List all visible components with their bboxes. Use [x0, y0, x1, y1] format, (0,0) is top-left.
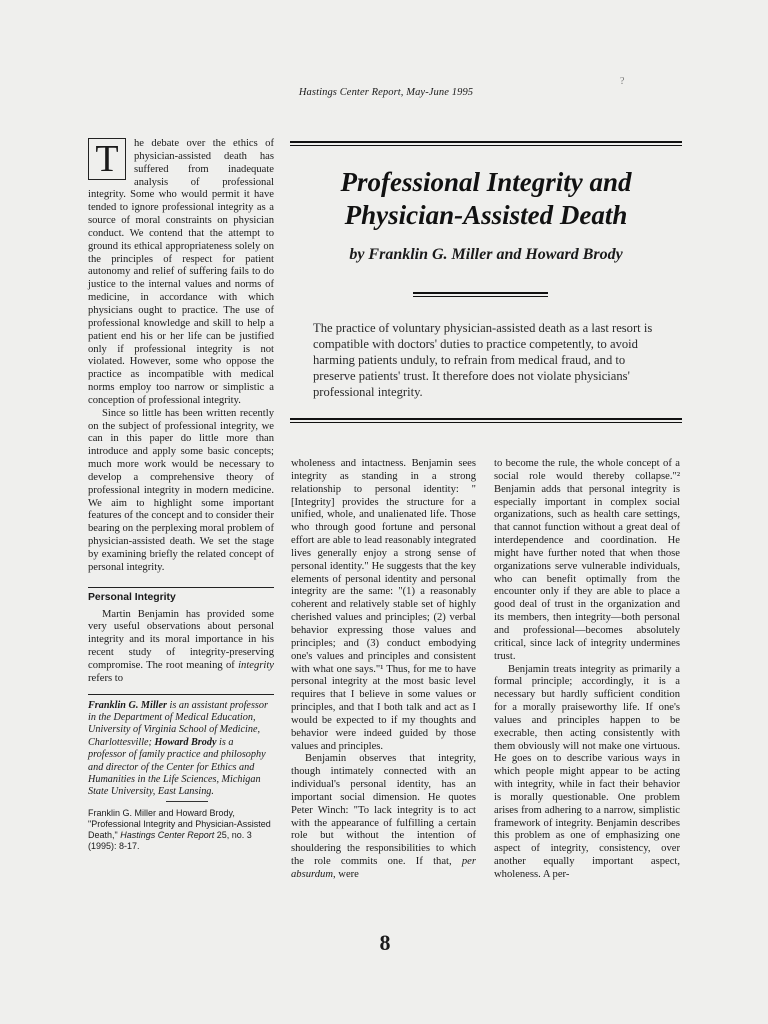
- title-line-2: Physician-Assisted Death: [344, 200, 628, 230]
- drop-cap: T: [88, 138, 126, 180]
- byline-divider: [413, 292, 548, 297]
- citation-suffix: 25, no. 3 (1995): 8-17.: [88, 829, 252, 851]
- title-line-1: Professional Integrity and: [340, 167, 632, 197]
- abstract-bottom-rule: [290, 418, 682, 423]
- bio-name-1: Franklin G. Miller: [88, 699, 167, 711]
- right-paragraph-1: to become the rule, the whole concept of a social role would thereby collapse."² Benjamin adds that personal integrity is especially important in complex social organizations, such as health care settings, that cannot function without a great deal of interdependence and coordination. He might have further noted that when those organizations serve vulnerable individuals, who can benefit optimally from the encounter only if they are able to place a good deal of trust in the organization and its members, then integrity—both personal and professional—becomes absolutely critical, since lack of integrity undermines trust.: [494, 458, 680, 662]
- intro-paragraph: [88, 138, 274, 408]
- citation-journal: Hastings Center Report: [120, 829, 215, 840]
- para3-italic: integrity: [238, 659, 274, 671]
- running-head: Hastings Center Report, May-June 1995: [298, 87, 474, 98]
- intro-text: he debate over the ethics of physician-assisted death has suffered from inadequate analysis of professional integrity. Some who would permit it have tended to ignore professional integrity as a source of moral constraints on physician conduct. We contend that the attempt to ground its ethical appropriateness solely on the principles of respect for patient autonomy and relief of suffering fails to do justice to the internal values and norms of medicine, in accordance with which physicians ought to practice. The use of professional knowledge and skill to help a patient end his or her life can be justified only if professional integrity is not violated. However, some who oppose the practice as incompatible with medical norms employ too narrow or simplistic a conception of professional integrity.: [88, 138, 274, 406]
- abstract: The practice of voluntary physician-assisted death as a last resort is compatible with doctors' duties to practice competently, to avoid harming patients unduly, to refrain from medical fraud, and to preserve patients' trust. It therefore does not violate physicians' professional integrity.: [313, 321, 653, 399]
- author-bio: [88, 694, 274, 799]
- bio-text-1: is an assistant professor in the Department of Medical Education, University of Virginia School of Medicine, Charlottesville;: [88, 699, 268, 748]
- bio-name-2: Howard Brody: [154, 736, 217, 748]
- citation-prefix: Franklin G. Miller and Howard Brody, "Professional Integrity and Physician-Assisted Death,": [88, 807, 271, 840]
- mid-para2-italic: per absurdum: [291, 856, 476, 880]
- mid-paragraph-1: wholeness and intactness. Benjamin sees integrity as standing in a strong relationship to personal identity: "[Integrity] provides the structure for a unified, whole, and unalienated life. Those who through good fortune and personal effort are able to lead reasonably integrated lives generally enjoy a strong sense of personal identity." He suggests that the key elements of personal identity and personal integrity are the same: "(1) a reasonably coherent and relatively stable set of highly cherished values and principles; (2) verbal behavior expressing those values and principles; and (3) conduct embodying one's values and principles and consistent with what one says."¹ Thus, for me to have personal integrity at the most basic level requires that I believe in some values or principles, and that I both talk and act as I would be expected to if my thoughts and behavior were indeed guided by those values and principles.: [291, 458, 476, 752]
- page-number: 8: [379, 930, 391, 955]
- mid-para2-text: Benjamin observes that integrity, though intimately connected with an individual's personal identity, has an important social dimension. He quotes Peter Winch: "To lack integrity is to act with the appearance of fulfilling a certain role but without the intention of shouldering the responsibilities to which the role commits one. If that,: [291, 753, 476, 868]
- middle-column: [291, 458, 476, 882]
- byline: by Franklin G. Miller and Howard Brody: [349, 246, 623, 263]
- paragraph-2: Since so little has been written recently on the subject of professional integrity, we can in this paper do little more than introduce and apply some basic concepts; much more work would be necessary to develop a comprehensive theory of professional integrity in modern medicine. We aim to highlight some important features of the concept and to consider their bearing on the perplexing moral problem of physician-assisted death. We set the stage by examining briefly the related concept of personal integrity.: [88, 407, 274, 573]
- mid-paragraph-2: [291, 753, 476, 881]
- citation: [88, 808, 274, 852]
- mid-para2-end: , were: [333, 869, 359, 880]
- right-column: [494, 458, 680, 882]
- bio-text-2: is a professor of family practice and philosophy and director of the Center for Ethics and Humanities in the Life Sciences, Michigan State University, East Lansing.: [88, 736, 266, 798]
- para3-end: refers to: [88, 672, 123, 684]
- paragraph-3: [88, 609, 274, 686]
- bio-divider: [166, 801, 208, 802]
- article-title: [290, 166, 682, 232]
- left-column: [88, 138, 274, 852]
- right-paragraph-2: Benjamin treats integrity as primarily a formal principle; accordingly, it is a necessary but hardly sufficient condition for a morally praiseworthy life. If one's values and principles happen to be execrable, then acting consistently with them obviously will not make one virtuous. He goes on to describe various ways in which people might appear to be acting with integrity, while in fact their behavior is morally questionable. One problem arises from adhering to a narrow, simplistic framework of integrity. Benjamin describes this problem as one of emphasizing one aspect of integrity, consistency, over another equally important aspect, wholeness. A per-: [494, 663, 680, 880]
- para3-text: Martin Benjamin has provided some very useful observations about personal integrity and its moral importance in his recent study of integrity-preserving compromise. The root meaning of: [88, 608, 274, 671]
- corner-mark: ?: [620, 76, 625, 87]
- title-top-rule: [290, 141, 682, 146]
- section-heading-personal-integrity: Personal Integrity: [88, 587, 274, 605]
